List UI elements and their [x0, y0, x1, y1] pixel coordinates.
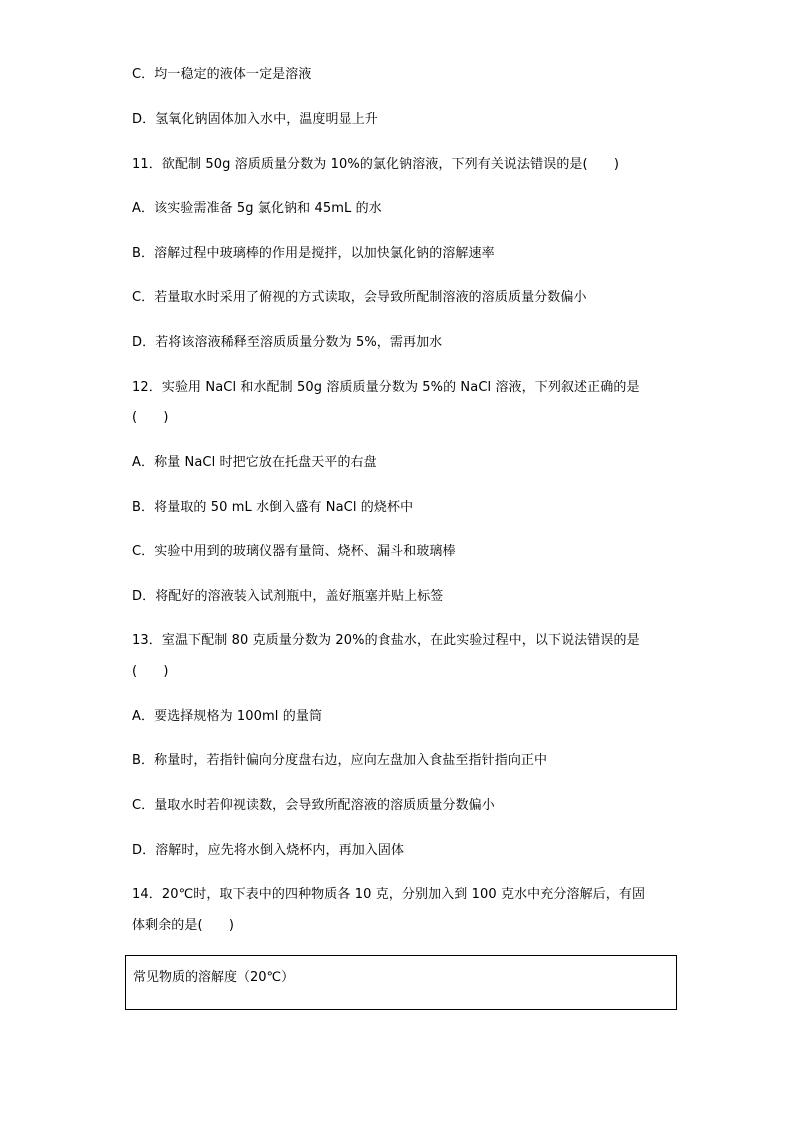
q11-stem: 11．欲配制 50g 溶质质量分数为 10%的氯化钠溶液，下列有关说法错误的是( )	[132, 157, 620, 172]
q10-option-d: D．氢氧化钠固体加入水中，温度明显上升	[132, 112, 378, 127]
q14-stem-continued: 体剩余的是( )	[132, 918, 235, 933]
q12-stem: 12．实验用 NaCl 和水配制 50g 溶质质量分数为 5%的 NaCl 溶液，下列叙述正确的是	[132, 380, 640, 395]
q13-option-d: D．溶解时，应先将水倒入烧杯内，再加入固体	[132, 843, 405, 858]
q11-option-b: B．溶解过程中玻璃棒的作用是搅拌，以加快氯化钠的溶解速率	[132, 246, 495, 261]
solubility-table	[125, 955, 677, 1010]
q13-stem: 13．室温下配制 80 克质量分数为 20%的食盐水，在此实验过程中，以下说法错误的是	[132, 633, 640, 648]
q13-option-c: C．量取水时若仰视读数，会导致所配溶液的溶质质量分数偏小	[132, 798, 495, 813]
q11-option-c: C．若量取水时采用了俯视的方式读取，会导致所配制溶液的溶质质量分数偏小	[132, 290, 587, 305]
q14-stem: 14．20℃时，取下表中的四种物质各 10 克，分别加入到 100 克水中充分溶解后，有固	[132, 887, 646, 902]
q12-option-b: B．将量取的 50 mL 水倒入盛有 NaCl 的烧杯中	[132, 500, 414, 515]
q11-option-a: A．该实验需准备 5g 氯化钠和 45mL 的水	[132, 201, 382, 216]
q12-option-d: D．将配好的溶液装入试剂瓶中，盖好瓶塞并贴上标签	[132, 589, 444, 604]
q13-answer-blank: ( )	[132, 664, 169, 679]
solubility-table-caption: 常见物质的溶解度（20℃）	[133, 970, 295, 985]
q13-option-b: B．称量时，若指针偏向分度盘右边，应向左盘加入食盐至指针指向正中	[132, 753, 548, 768]
q10-option-c: C．均一稳定的液体一定是溶液	[132, 67, 312, 82]
q12-option-a: A．称量 NaCl 时把它放在托盘天平的右盘	[132, 455, 377, 470]
q12-answer-blank: ( )	[132, 410, 169, 425]
q12-option-c: C．实验中用到的玻璃仪器有量筒、烧杯、漏斗和玻璃棒	[132, 544, 456, 559]
q13-option-a: A．要选择规格为 100ml 的量筒	[132, 709, 323, 724]
q11-option-d: D．若将该溶液稀释至溶质质量分数为 5%，需再加水	[132, 335, 443, 350]
